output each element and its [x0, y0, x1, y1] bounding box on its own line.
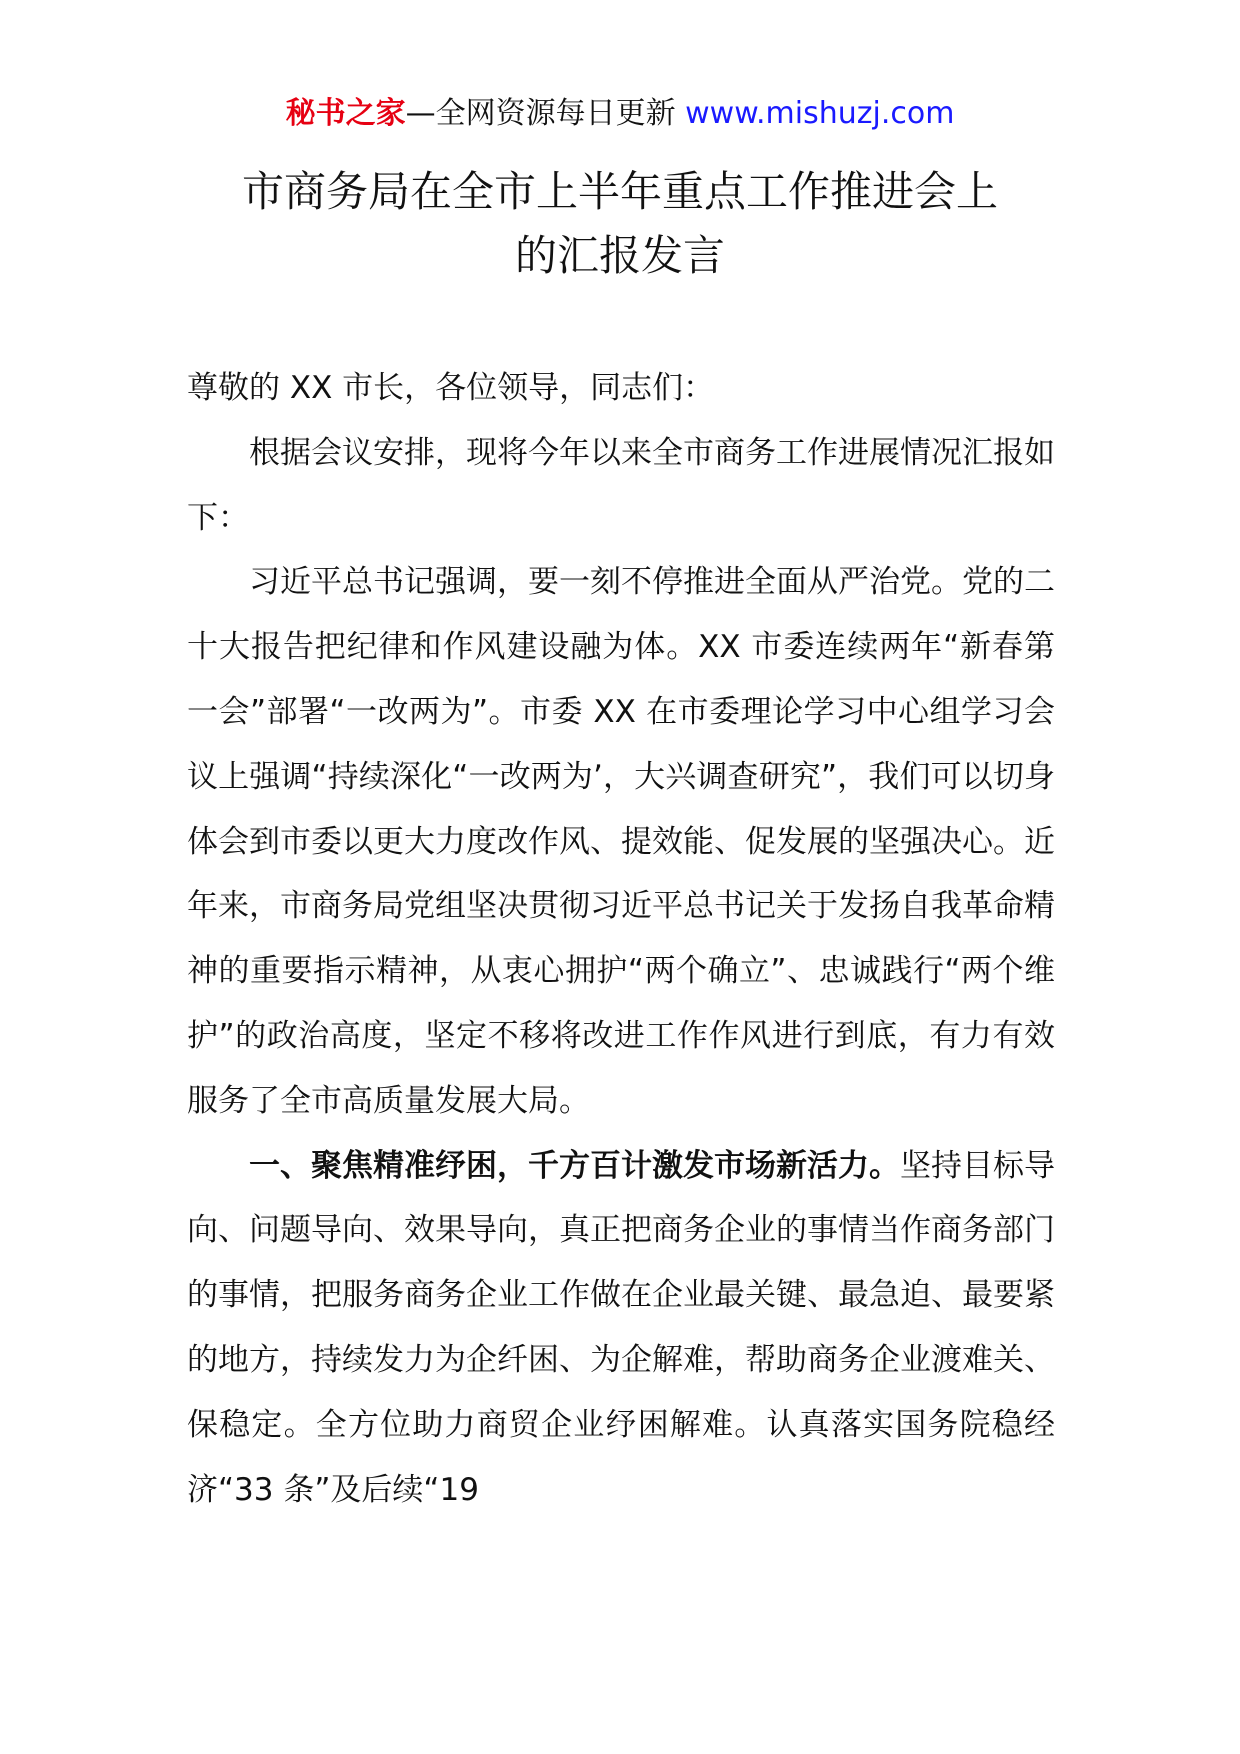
paragraph-intro: 根据会议安排，现将今年以来全市商务工作进展情况汇报如下： — [187, 434, 1055, 536]
salutation: 尊敬的 XX 市长，各位领导，同志们： — [187, 370, 715, 406]
header-slogan: —全网资源每日更新 — [405, 96, 686, 131]
title-line-1: 市商务局在全市上半年重点工作推进会上 — [241, 167, 998, 216]
brand-name: 秘书之家 — [285, 96, 406, 131]
paragraph-background: 习近平总书记强调，要一刻不停推进全面从严治党。党的二十大报告把纪律和作风建设融为体。XX 市委连续两年“新春第一会”部署“一改两为”。市委 XX 在市委理论学习中心组学习会议上强调“持续深化“一改两为’，大兴调查研究”，我们可以切身体会到市委以更大力度改作风、提效能、促发展的坚强决心。近年来，市商务局党组坚决贯彻习近平总书记关于发扬自我革命精神的重要指示精神，从衷心拥护“两个确立”、忠诚践行“两个维护”的政治高度，坚定不移将改进工作作风进行到底，有力有效服务了全市高质量发展大局。 — [187, 564, 1055, 1119]
title-line-2: 的汇报发言 — [514, 231, 725, 280]
document-title — [150, 160, 1090, 288]
site-header — [0, 94, 1240, 134]
site-url-link[interactable]: www.mishuzj.com — [685, 96, 955, 131]
section-1-text: 坚持目标导向、问题导向、效果导向，真正把商务企业的事情当作商务部门的事情，把服务商务企业工作做在企业最关键、最急迫、最要紧的地方，持续发力为企纤困、为企解难，帮助商务企业渡难关、保稳定。全方位助力商贸企业纾困解难。认真落实国务院稳经济“33 条”及后续“19 — [187, 1147, 1055, 1508]
section-1-heading: 一、聚焦精准纾困，千方百计激发市场新活力。 — [249, 1147, 900, 1184]
paragraph-section-1 — [187, 1134, 1055, 1523]
document-body — [187, 356, 1055, 1522]
